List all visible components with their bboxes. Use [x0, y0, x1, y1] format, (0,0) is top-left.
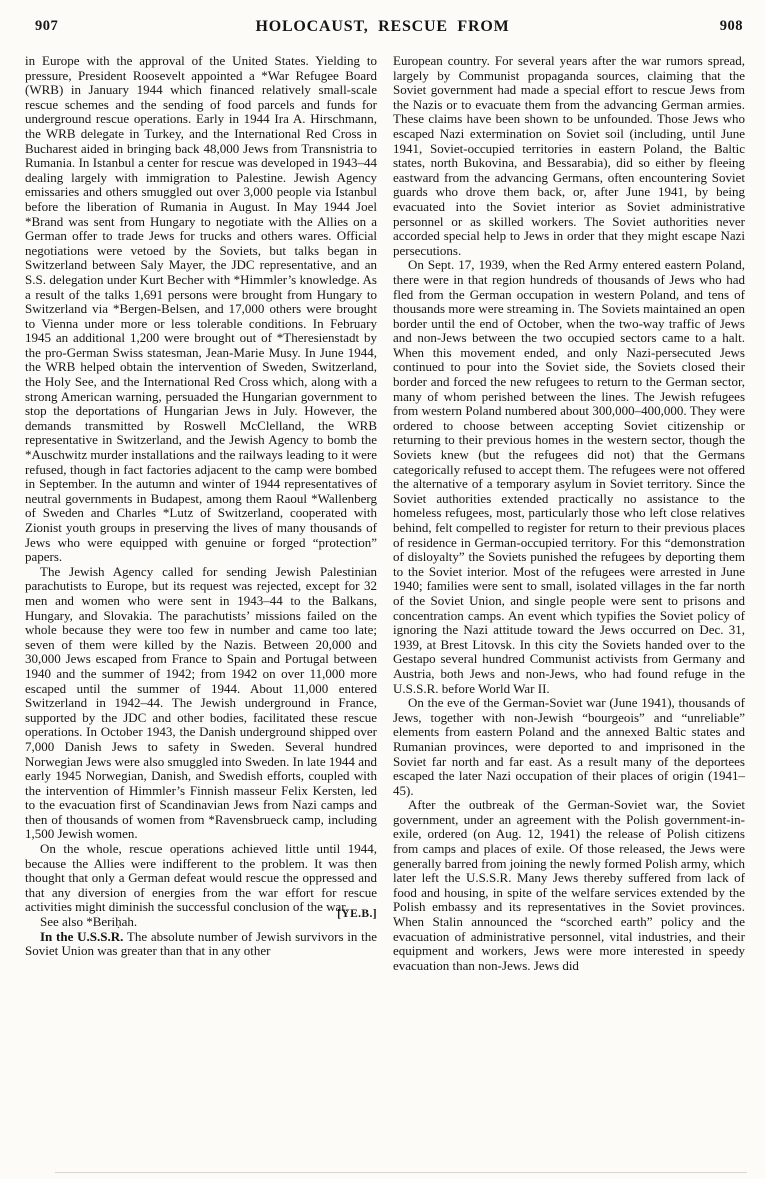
- ussr-section-lead: In the U.S.S.R.: [40, 928, 124, 944]
- left-paragraph-3: On the whole, rescue operations achieved little until 1944, because the Allies were indifferent to the problem. It was then thought that only a German defeat would rescue the oppressed and that any diversion of energies from the war effort for rescue activities might diminish the successful conclusion of the war.: [25, 841, 377, 915]
- right-column: [393, 54, 745, 973]
- left-paragraph-1: in Europe with the approval of the United States. Yielding to pressure, President Roosevelt appointed a *War Refugee Board (WRB) in January 1944 which financed relatively small-scale rescue schemes and the sending of food parcels and funds for underground rescue operations. Early in 1944 Ira A. Hirschmann, the WRB delegate in Turkey, and the International Red Cross in Bucharest aided in bringing back 48,000 Jews from Transnistria to Rumania. In Istanbul a center for rescue was developed in 1943–44 dealing largely with immigration to Palestine. Jewish Agency emissaries and others smuggled out over 3,000 people via Istanbul before the liberation of Rumania in August. In May 1944 Joel *Brand was sent from Hungary to negotiate with the Allies on a German offer to trade Jews for trucks and others wares. Official negotiations were vetoed by the Soviets, but talks began in Switzerland between Saly Mayer, the JDC representative, and an S.S. delegation under Kurt Becher with *Himmler’s knowledge. As a result of the talks 1,691 persons were brought from Hungary to Switzerland via *Bergen-Belsen, and 17,000 others were brought to Vienna under more or less tolerable conditions. In February 1945 an additional 1,200 were brought out of *Theresienstadt by the pro-German Swiss statesman, Jean-Marie Musy. In June 1944, the WRB helped obtain the intervention of Sweden, Switzerland, the Holy See, and the International Red Cross which, along with a strong American warning, persuaded the Hungarian government to stop the deportations of Hungarian Jews in July. However, the demands transmitted by Roswell McClelland, the WRB representative in Switzerland, and the Jewish Agency to bomb the *Auschwitz murder installations and the railways leading to it were refused, though in fact factories adjacent to the camp were bombed in September. In the autumn and winter of 1944 representatives of neutral governments in Budapest, among them Raoul *Wallenberg of Sweden and Charles *Lutz of Switzerland, cooperated with Zionist youth groups in preserving the lives of many thousands of Jews who were equipped with genuine or forged “protection” papers.: [25, 53, 377, 565]
- page-bottom-scan-line: [55, 1172, 747, 1173]
- author-signature: [YE.B.]: [337, 908, 377, 921]
- see-also-text: See also *Beriḥah.: [40, 914, 138, 930]
- page-number-left: 907: [35, 18, 59, 34]
- right-paragraph-2: On Sept. 17, 1939, when the Red Army entered eastern Poland, there were in that region hundreds of thousands of Jews who had fled from the German occupation in western Poland, and tens of thousands more were streaming in. The Soviets maintained an open border until the end of October, when the two-way traffic of Jews and non-Jews between the two occupied sectors came to a halt. When this movement ended, and only Nazi-persecuted Jews continued to pour into the Soviet side, the Soviets closed their border and forced the new refugees to return to the German sector, many of whom perished between the lines. The Jewish refugees from western Poland numbered about 300,000–400,000. They were ordered to choose between accepting Soviet citizenship or returning to their previous homes in the western sector, though the Soviets knew (but the refugees did not) that the Germans categorically refused to accept them. The refugees were not offered the alternative of a temporary asylum in Soviet territory. Since the Soviet authorities extended practically no assistance to the homeless refugees, most, particularly those who left close relatives behind, felt compelled to register for return to their previous places of residence in German-occupied territory. For this “demonstration of disloyalty” the Soviets punished the refugees by deporting them to the Soviet interior. Most of the refugees were arrested in June 1940; families were sent to small, isolated villages in the far north of the Soviet Union, and single people were sent to prisons and concentration camps. An event which typifies the Soviet policy of ignoring the Nazi attitude toward the Jews occurred on Dec. 31, 1939, at Brest Litovsk. In this city the Soviets handed over to the Gestapo several hundred Communist activists from Germany and Austria, both Jews and non-Jews, who had found refuge in the U.S.S.R. before World War II.: [393, 257, 745, 696]
- left-column: [25, 54, 377, 973]
- running-head: [0, 18, 765, 40]
- ussr-section-paragraph: [25, 930, 377, 959]
- page-number-right: 908: [719, 18, 743, 34]
- ussr-section-text: The absolute number of Jewish survivors in the Soviet Union was greater than that in any other: [25, 928, 378, 959]
- text-columns: [25, 54, 745, 973]
- right-paragraph-1: European country. For several years after the war rumors spread, largely by Communist propaganda sources, claiming that the Soviet government had made a special effort to rescue Jews from the Nazis or to evacuate them from the advancing German armies. These claims have been shown to be unfounded. Those Jews who escaped Nazi extermination on Soviet soil (including, until June 1941, Soviet-occupied territories in eastern Poland, the Baltic states, north Bukovina, and Bessarabia), did so either by fleeing eastward from the advancing Germans, often encountering Soviet guards who drove them back, or, after June 1941, by being evacuated into the Soviet interior as Soviet administrative personnel or as skilled workers. The Soviet authorities never accorded special help to Jews in order that they might escape Nazi persecutions.: [393, 53, 745, 258]
- see-also-line: [25, 908, 377, 930]
- page-title: HOLOCAUST, RESCUE FROM: [255, 18, 510, 35]
- left-paragraph-2: The Jewish Agency called for sending Jewish Palestinian parachutists to Europe, but its request was rejected, except for 32 men and women who were sent in 1943–44 to the Balkans, Hungary, and Slovakia. The parachutists’ missions failed on the whole because they were too few in number and came too late; seven of them were killed by the Nazis. Between 20,000 and 30,000 Jews escaped from France to Spain and Portugal between 1940 and the summer of 1942; from 1942 on over 11,000 more escaped until the summer of 1944. About 11,000 entered Switzerland in 1942–44. The Jewish underground in France, supported by the JDC and other bodies, facilitated these rescue operations. In October 1943, the Danish underground shipped over 7,000 Danish Jews to safety in Sweden. Several hundred Norwegian Jews were also smuggled into Sweden. In late 1944 and early 1945 Norwegian, Danish, and Swedish efforts, coupled with the intervention of Himmler’s Finnish masseur Felix Kersten, led to the evacuation first of Scandinavian Jews from Nazi camps and then of thousands of women from *Ravensbrueck camp, including 1,500 Jewish women.: [25, 563, 377, 842]
- right-paragraph-3: On the eve of the German-Soviet war (June 1941), thousands of Jews, together with non-Jewish “bourgeois” and “unreliable” elements from eastern Poland and the annexed Baltic states and Rumanian provinces, were deported to and imprisoned in the Soviet far north and far east. As a result many of the deportees escaped the later Nazi occupation of their places of origin (1941–45).: [393, 695, 745, 798]
- right-paragraph-4: After the outbreak of the German-Soviet war, the Soviet government, under an agreement with the Polish government-in-exile, ordered (on Aug. 12, 1941) the release of Polish citizens from camps and places of exile. Of those released, the Jews were generally barred from joining the newly formed Polish army, which later left the U.S.S.R. Many Jews thereby suffered from lack of food and housing, in spite of the welfare services extended by the Polish embassy and its representatives in the Soviet provinces. When Stalin announced the “scorched earth” policy and the evacuation of administrative personnel, vital industries, and their equipment and workers, Jews were more interested in speedy evacuation than non-Jews. Jews did: [393, 797, 745, 973]
